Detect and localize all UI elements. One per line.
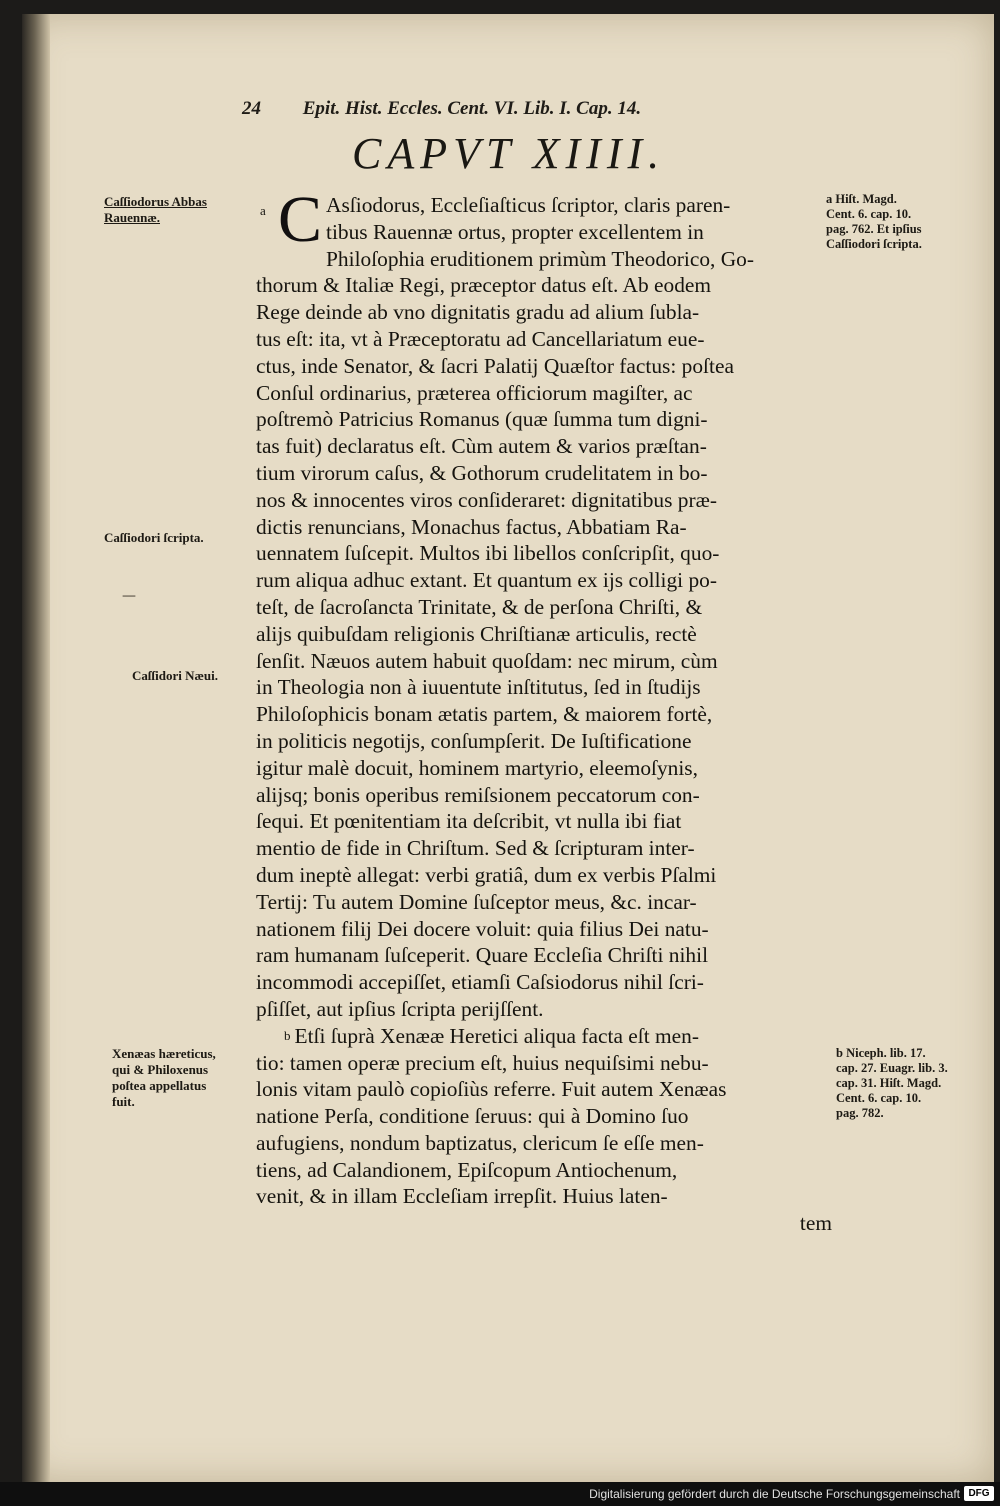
margin-note-line: qui & Philoxenus xyxy=(112,1062,209,1077)
footer-credit: Digitalisierung gefördert durch die Deutsche Forschungsgemeinschaft xyxy=(589,1487,960,1501)
text-line-content: tium virorum caſus, & Gothorum crudelitatem in bo- xyxy=(256,460,708,485)
margin-reference-line: cap. 31. Hiſt. Magd. xyxy=(836,1076,942,1090)
text-line xyxy=(256,755,836,782)
text-line-content: tus eſt: ita, vt à Præceptoratu ad Cancellariatum eue- xyxy=(256,326,705,351)
text-line-content: igitur malè docuit, hominem martyrio, eleemoſynis, xyxy=(256,755,698,780)
text-line-content: venit, & in illam Eccleſiam irrepſit. Huius laten- xyxy=(256,1184,668,1209)
text-line xyxy=(256,701,836,728)
text-line-content: pſiſſet, aut ipſius ſcripta perijſſent. xyxy=(256,996,544,1021)
text-line-content: rum aliqua adhuc extant. Et quantum ex ijs colligi po- xyxy=(256,568,717,593)
text-line xyxy=(256,648,836,675)
text-line xyxy=(256,969,836,996)
text-line xyxy=(256,916,836,943)
text-line xyxy=(256,353,836,380)
text-line-content: tiens, ad Calandionem, Epiſcopum Antiochenum, xyxy=(256,1157,678,1182)
margin-note-line: Caſſiodori ſcripta. xyxy=(104,530,204,545)
text-line xyxy=(256,674,836,701)
text-line-content: Tertij: Tu autem Domine ſuſceptor meus, &c. incar- xyxy=(256,889,697,914)
text-line xyxy=(256,1050,836,1077)
text-line xyxy=(256,433,836,460)
margin-note-line: Xenæas hæreticus, xyxy=(112,1046,216,1061)
text-line xyxy=(256,728,836,755)
text-line-content: dum ineptè allegat: verbi gratiâ, dum ex verbis Pſalmi xyxy=(256,862,717,887)
text-line-content: aufugiens, nondum baptizatus, clericum ſe eſſe men- xyxy=(256,1130,704,1155)
text-line xyxy=(256,514,836,541)
margin-reference-line: pag. 782. xyxy=(836,1106,884,1120)
footnote-mark: b xyxy=(284,1027,291,1043)
text-line-content: alijs quibuſdam religionis Chriſtianæ articulis, rectè xyxy=(256,621,697,646)
margin-reference-line: b Niceph. lib. 17. xyxy=(836,1046,926,1060)
text-line-content: ram humanam ſuſceperit. Quare Eccleſia Chriſti nihil xyxy=(256,943,709,968)
text-line xyxy=(256,326,836,353)
margin-reference-line: pag. 762. Et ipſius xyxy=(826,222,922,236)
paragraph-2 xyxy=(256,1023,836,1211)
text-line xyxy=(256,835,836,862)
page-number: 24 xyxy=(242,98,261,119)
text-line-content: teſt, de ſacroſancta Trinitate, & de perſona Chriſti, & xyxy=(256,594,703,619)
running-head-text: Epit. Hist. Eccles. Cent. VI. Lib. I. Cap. 14. xyxy=(302,98,642,119)
text-line xyxy=(256,1130,836,1157)
text-line xyxy=(256,889,836,916)
text-line-content: in Theologia non à iuuentute inſtitutus, ſed in ſtudijs xyxy=(256,675,701,700)
text-line xyxy=(326,192,836,219)
margin-reference-line: Caſſiodori ſcripta. xyxy=(826,237,922,251)
text-line xyxy=(326,219,836,246)
text-line xyxy=(256,594,836,621)
text-line xyxy=(256,1183,836,1210)
drop-cap: C xyxy=(278,183,323,256)
margin-note-line: fuit. xyxy=(112,1094,135,1109)
text-line xyxy=(256,1157,836,1184)
text-line-content: uennatem ſuſcepit. Multos ibi libellos conſcripſit, quo- xyxy=(256,541,720,566)
text-line xyxy=(256,862,836,889)
text-line xyxy=(256,487,836,514)
text-line-content: incommodi accepiſſet, etiamſi Caſsiodorus nihil ſcri- xyxy=(256,970,704,995)
margin-note-line: Rauennæ. xyxy=(104,210,160,225)
text-line-content: lonis vitam paulò copioſiùs referre. Fuit autem Xenæas xyxy=(256,1077,727,1102)
text-line-content: tio: tamen operæ precium eſt, huius nequiſsimi nebu- xyxy=(256,1050,709,1075)
text-line xyxy=(256,460,836,487)
paragraph-1 xyxy=(256,183,836,1023)
text-line-content: nationem filij Dei docere voluit: quia filius Dei natu- xyxy=(256,916,709,941)
text-line-content: dictis renuncians, Monachus factus, Abbatiam Ra- xyxy=(256,514,687,539)
margin-reference-line: Cent. 6. cap. 10. xyxy=(826,207,912,221)
margin-note-line: poſtea appellatus xyxy=(112,1078,207,1093)
text-line-content: alijsq; bonis operibus remiſsionem peccatorum con- xyxy=(256,782,700,807)
dfg-logo: DFG xyxy=(964,1486,994,1501)
text-line-content: Etſi ſuprà Xenææ Heretici aliqua facta eſt men- xyxy=(294,1023,699,1048)
margin-reference-line: Cent. 6. cap. 10. xyxy=(836,1091,922,1105)
footnote-mark: a xyxy=(260,203,266,218)
book-gutter xyxy=(22,14,50,1482)
text-line-content: tas fuit) declaratus eſt. Cùm autem & varios præſtan- xyxy=(256,434,707,459)
text-line-content: Philoſophicis bonam ætatis partem, & maiorem fortè, xyxy=(256,702,713,727)
text-line xyxy=(256,1103,836,1130)
main-text xyxy=(256,183,836,1237)
text-line-content: thorum & Italiæ Regi, præceptor datus eſt. Ab eodem xyxy=(256,273,712,298)
margin-note-cassiodori-scripta xyxy=(104,530,264,546)
text-line-content: Asſiodorus, Eccleſiaſticus ſcriptor, claris paren- xyxy=(326,193,731,217)
margin-reference-line: a Hiſt. Magd. xyxy=(826,192,897,206)
text-line xyxy=(256,299,836,326)
decorative-dash: — xyxy=(122,588,136,604)
text-line xyxy=(326,246,836,273)
running-head xyxy=(242,98,762,128)
margin-reference-b xyxy=(836,1046,1000,1121)
text-line-content: ſequi. Et pœnitentiam ita deſcribit, vt nulla ibi fiat xyxy=(256,809,682,834)
margin-note-line: Caſſidori Næui. xyxy=(132,668,218,683)
text-line-content: in politicis negotijs, conſumpſerit. De Iuſtificatione xyxy=(256,728,692,753)
margin-note-xenaeas xyxy=(112,1046,272,1110)
text-line xyxy=(256,621,836,648)
text-line-content: mentio de fide in Chriſtum. Sed & ſcripturam inter- xyxy=(256,836,695,861)
paragraph-1-lines xyxy=(256,183,836,1023)
text-line-content: Conſul ordinarius, præterea officiorum magiſter, ac xyxy=(256,380,693,405)
text-line xyxy=(256,782,836,809)
text-line xyxy=(256,540,836,567)
margin-reference-a xyxy=(826,192,996,252)
text-line-content: Rege deinde ab vno dignitatis gradu ad alium ſubla- xyxy=(256,300,700,325)
text-line-content: tibus Rauennæ ortus, propter excellentem in xyxy=(326,219,704,244)
text-line xyxy=(256,996,836,1023)
chapter-title: CAPVT XIIII. xyxy=(352,129,666,178)
catchword: tem xyxy=(799,1211,832,1236)
text-line xyxy=(256,272,836,299)
text-line-content: ctus, inde Senator, & ſacri Palatij Quæſtor factus: poſtea xyxy=(256,353,734,378)
text-line-content: poſtremò Patricius Romanus (quæ ſumma tum digni- xyxy=(256,407,708,432)
margin-note-line: Caſſiodorus Abbas xyxy=(104,194,207,209)
text-line-content: natione Perſa, conditione ſeruus: qui à Domino ſuo xyxy=(256,1104,689,1129)
text-line-content: nos & innocentes viros conſideraret: dignitatibus præ- xyxy=(256,487,717,512)
text-line xyxy=(256,406,836,433)
text-line-content: Philoſophia eruditionem primùm Theodorico, Go- xyxy=(326,246,754,271)
margin-reference-line: cap. 27. Euagr. lib. 3. xyxy=(836,1061,948,1075)
text-line xyxy=(256,1076,836,1103)
text-line-content: ſenſit. Næuos autem habuit quoſdam: nec mirum, cùm xyxy=(256,648,718,673)
text-line xyxy=(256,1023,836,1050)
text-line xyxy=(256,942,836,969)
text-line xyxy=(256,567,836,594)
text-line xyxy=(256,808,836,835)
paragraph-2-lines xyxy=(256,1023,836,1211)
digitization-footer xyxy=(0,1482,1000,1506)
margin-note-cassiodorus-abbas xyxy=(104,194,264,226)
text-line xyxy=(256,380,836,407)
